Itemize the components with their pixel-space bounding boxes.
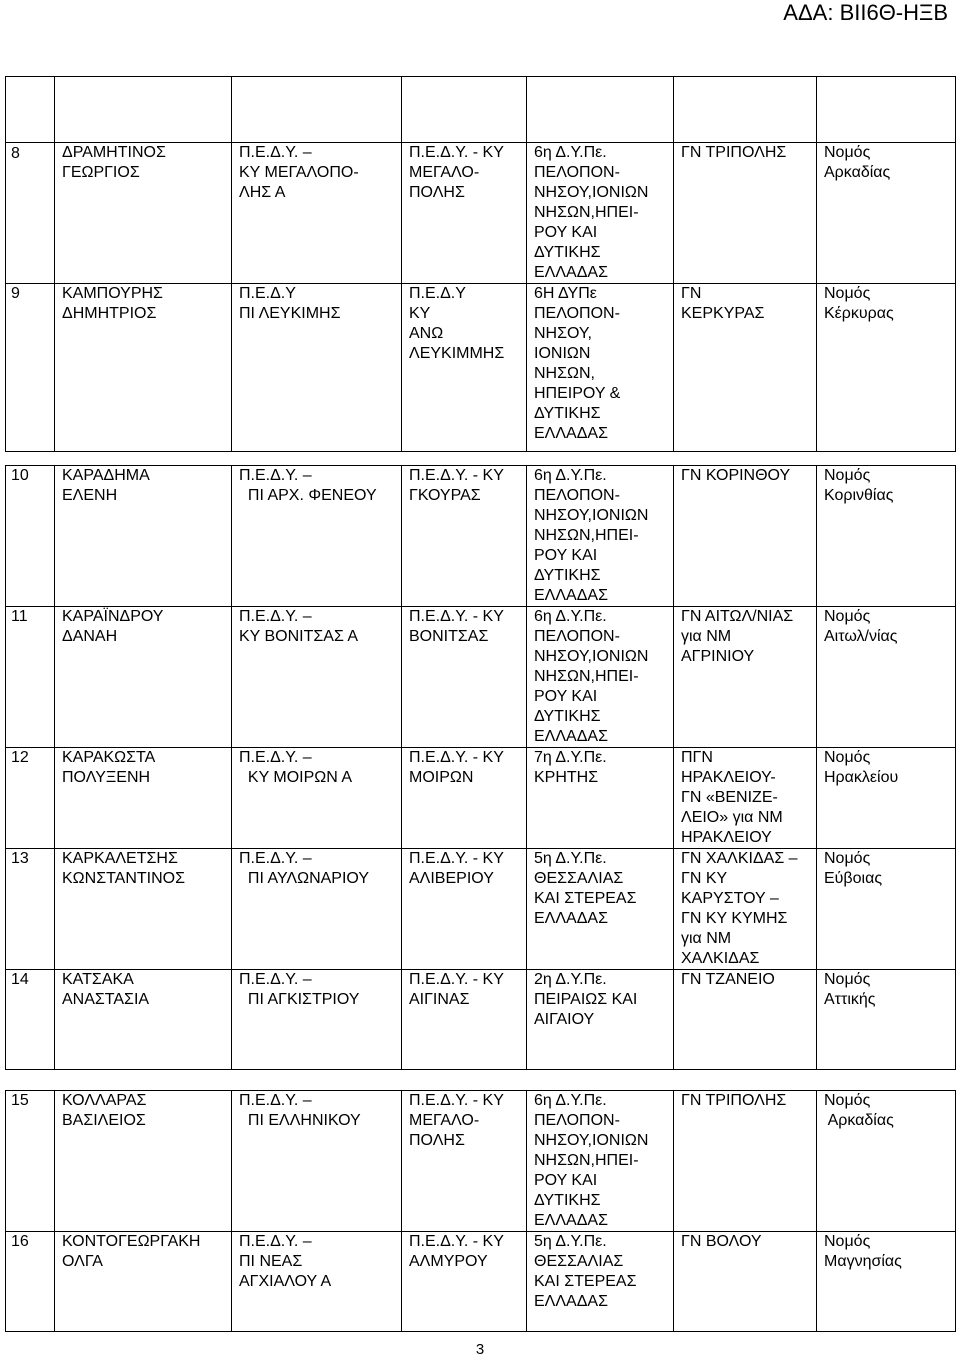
health-region: 6η Δ.Υ.Πε. ΠΕΛΟΠΟΝ- ΝΗΣΟΥ,ΙΟΝΙΩΝ ΝΗΣΩΝ,ΗΠΕΙ- ΡΟΥ ΚΑΙ ΔΥΤΙΚΗΣ ΕΛΛΑΔΑΣ — [534, 467, 649, 604]
origin-unit: Π.Ε.Δ.Υ. – ΠΙ ΑΓΚΙΣΤΡΙΟΥ — [239, 971, 360, 1008]
origin-unit: Π.Ε.Δ.Υ. – ΠΙ ΝΕΑΣ ΑΓΧΙΑΛΟΥ Α — [239, 1233, 332, 1290]
destination-unit: Π.Ε.Δ.Υ. - ΚΥ ΜΕΓΑΛΟ- ΠΟΛΗΣ — [409, 144, 504, 201]
origin-unit: Π.Ε.Δ.Υ. – ΚΥ ΒΟΝΙΤΣΑΣ Α — [239, 608, 359, 645]
table-row — [6, 284, 956, 452]
staff-table-block-3 — [5, 1090, 956, 1332]
table-row — [6, 1232, 956, 1332]
table-row — [6, 849, 956, 970]
hospital: ΓΝ ΧΑΛΚΙΔΑΣ – ΓΝ ΚΥ ΚΑΡΥΣΤΟΥ – ΓΝ ΚΥ ΚΥΜΗΣ για ΝΜ ΧΑΛΚΙΔΑΣ — [681, 850, 798, 967]
employee-name: ΚΑΡΑΔΗΜΑ ΕΛΕΝΗ — [62, 467, 150, 504]
employee-name: ΚΟΝΤΟΓΕΩΡΓΑΚΗ ΟΛΓΑ — [62, 1233, 201, 1270]
employee-name: ΚΑΜΠΟΥΡΗΣ ΔΗΜΗΤΡΙΟΣ — [62, 285, 163, 322]
table-row — [6, 970, 956, 1070]
hospital: ΓΝ ΤΡΙΠΟΛΗΣ — [681, 144, 787, 161]
hospital: ΓΝ ΤΖΑΝΕΙΟ — [681, 971, 775, 988]
row-number: 13 — [11, 850, 29, 867]
table-row — [6, 1091, 956, 1232]
prefecture: Νομός Αρκαδίας — [824, 144, 891, 181]
destination-unit: Π.Ε.Δ.Υ. - ΚΥ ΑΛΜΥΡΟΥ — [409, 1233, 504, 1270]
health-region: 7η Δ.Υ.Πε. ΚΡΗΤΗΣ — [534, 749, 607, 786]
hospital: ΓΝ ΤΡΙΠΟΛΗΣ — [681, 1092, 787, 1109]
hospital: ΓΝ ΒΟΛΟΥ — [681, 1233, 762, 1250]
destination-unit: Π.Ε.Δ.Υ. - ΚΥ ΑΛΙΒΕΡΙΟΥ — [409, 850, 504, 887]
health-region: 6η Δ.Υ.Πε. ΠΕΛΟΠΟΝ- ΝΗΣΟΥ,ΙΟΝΙΩΝ ΝΗΣΩΝ,ΗΠΕΙ- ΡΟΥ ΚΑΙ ΔΥΤΙΚΗΣ ΕΛΛΑΔΑΣ — [534, 1092, 649, 1229]
destination-unit: Π.Ε.Δ.Υ. - ΚΥ ΓΚΟΥΡΑΣ — [409, 467, 504, 504]
row-number: 14 — [11, 971, 29, 988]
destination-unit: Π.Ε.Δ.Υ. - ΚΥ ΑΙΓΙΝΑΣ — [409, 971, 504, 1008]
employee-name: ΚΟΛΛΑΡΑΣ ΒΑΣΙΛΕΙΟΣ — [62, 1092, 147, 1129]
row-number: 12 — [11, 749, 29, 766]
row-number: 16 — [11, 1233, 29, 1250]
table-row — [6, 143, 956, 284]
health-region: 6Η ΔΥΠε ΠΕΛΟΠΟΝ- ΝΗΣΟΥ, ΙΟΝΙΩΝ ΝΗΣΩΝ, ΗΠΕΙΡΟΥ & ΔΥΤΙΚΗΣ ΕΛΛΑΔΑΣ — [534, 285, 621, 442]
row-number: 10 — [11, 467, 29, 484]
table-row — [6, 748, 956, 849]
health-region: 5η Δ.Υ.Πε. ΘΕΣΣΑΛΙΑΣ ΚΑΙ ΣΤΕΡΕΑΣ ΕΛΛΑΔΑΣ — [534, 1233, 637, 1310]
origin-unit: Π.Ε.Δ.Υ. – ΠΙ ΕΛΛΗΝΙΚΟΥ — [239, 1092, 361, 1129]
table-row-empty — [6, 77, 956, 143]
employee-name: ΚΑΡΚΑΛΕΤΣΗΣ ΚΩΝΣΤΑΝΤΙΝΟΣ — [62, 850, 185, 887]
destination-unit: Π.Ε.Δ.Υ. - ΚΥ ΒΟΝΙΤΣΑΣ — [409, 608, 504, 645]
employee-name: ΔΡΑΜΗΤΙΝΟΣ ΓΕΩΡΓΙΟΣ — [62, 144, 166, 181]
row-number: 8 — [11, 145, 20, 162]
prefecture: Νομός Μαγνησίας — [824, 1233, 902, 1270]
row-number: 11 — [11, 608, 28, 625]
employee-name: ΚΑΡΑΚΩΣΤΑ ΠΟΛΥΞΕΝΗ — [62, 749, 156, 786]
hospital: ΓΝ ΚΕΡΚΥΡΑΣ — [681, 285, 765, 322]
prefecture: Νομός Εύβοιας — [824, 850, 883, 887]
employee-name: ΚΑΡΑΪΝΔΡΟΥ ΔΑΝΑΗ — [62, 608, 164, 645]
page-number: 3 — [475, 1341, 485, 1358]
origin-unit: Π.Ε.Δ.Υ. – ΚΥ ΜΟΙΡΩΝ Α — [239, 749, 353, 786]
health-region: 6η Δ.Υ.Πε. ΠΕΛΟΠΟΝ- ΝΗΣΟΥ,ΙΟΝΙΩΝ ΝΗΣΩΝ,ΗΠΕΙ- ΡΟΥ ΚΑΙ ΔΥΤΙΚΗΣ ΕΛΛΑΔΑΣ — [534, 144, 649, 281]
health-region: 2η Δ.Υ.Πε. ΠΕΙΡΑΙΩΣ ΚΑΙ ΑΙΓΑΙΟΥ — [534, 971, 638, 1028]
staff-table-block-2 — [5, 465, 956, 1070]
destination-unit: Π.Ε.Δ.Υ ΚΥ ΑΝΩ ΛΕΥΚΙΜΜΗΣ — [409, 285, 505, 362]
origin-unit: Π.Ε.Δ.Υ. – ΚΥ ΜΕΓΑΛΟΠΟ- ΛΗΣ Α — [239, 144, 359, 201]
employee-name: ΚΑΤΣΑΚΑ ΑΝΑΣΤΑΣΙΑ — [62, 971, 150, 1008]
prefecture: Νομός Κέρκυρας — [824, 285, 894, 322]
destination-unit: Π.Ε.Δ.Υ. - ΚΥ ΜΕΓΑΛΟ- ΠΟΛΗΣ — [409, 1092, 504, 1149]
prefecture: Νομός Αρκαδίας — [824, 1092, 894, 1129]
hospital: ΠΓΝ ΗΡΑΚΛΕΙΟΥ- ΓΝ «ΒΕΝΙΖΕ- ΛΕΙΟ» για ΝΜ ΗΡΑΚΛΕΙΟΥ — [681, 749, 783, 846]
health-region: 5η Δ.Υ.Πε. ΘΕΣΣΑΛΙΑΣ ΚΑΙ ΣΤΕΡΕΑΣ ΕΛΛΑΔΑΣ — [534, 850, 637, 927]
destination-unit: Π.Ε.Δ.Υ. - ΚΥ ΜΟΙΡΩΝ — [409, 749, 504, 786]
origin-unit: Π.Ε.Δ.Υ. – ΠΙ ΑΥΛΩΝΑΡΙΟΥ — [239, 850, 370, 887]
table-row — [6, 466, 956, 607]
origin-unit: Π.Ε.Δ.Υ. – ΠΙ ΑΡΧ. ΦΕΝΕΟΥ — [239, 467, 377, 504]
prefecture: Νομός Αιτωλ/νίας — [824, 608, 898, 645]
prefecture: Νομός Αττικής — [824, 971, 876, 1008]
prefecture: Νομός Κορινθίας — [824, 467, 894, 504]
table-row — [6, 607, 956, 748]
hospital: ΓΝ ΑΙΤΩΛ/ΝΙΑΣ για ΝΜ ΑΓΡΙΝΙΟΥ — [681, 608, 794, 665]
ada-header: ΑΔΑ: ΒΙΙ6Θ-ΗΞΒ — [783, 0, 948, 25]
origin-unit: Π.Ε.Δ.Υ ΠΙ ΛΕΥΚΙΜΗΣ — [239, 285, 341, 322]
staff-table-block-1 — [5, 76, 956, 452]
health-region: 6η Δ.Υ.Πε. ΠΕΛΟΠΟΝ- ΝΗΣΟΥ,ΙΟΝΙΩΝ ΝΗΣΩΝ,ΗΠΕΙ- ΡΟΥ ΚΑΙ ΔΥΤΙΚΗΣ ΕΛΛΑΔΑΣ — [534, 608, 649, 745]
hospital: ΓΝ ΚΟΡΙΝΘΟΥ — [681, 467, 791, 484]
prefecture: Νομός Ηρακλείου — [824, 749, 899, 786]
row-number: 9 — [11, 285, 20, 302]
row-number: 15 — [11, 1092, 29, 1109]
